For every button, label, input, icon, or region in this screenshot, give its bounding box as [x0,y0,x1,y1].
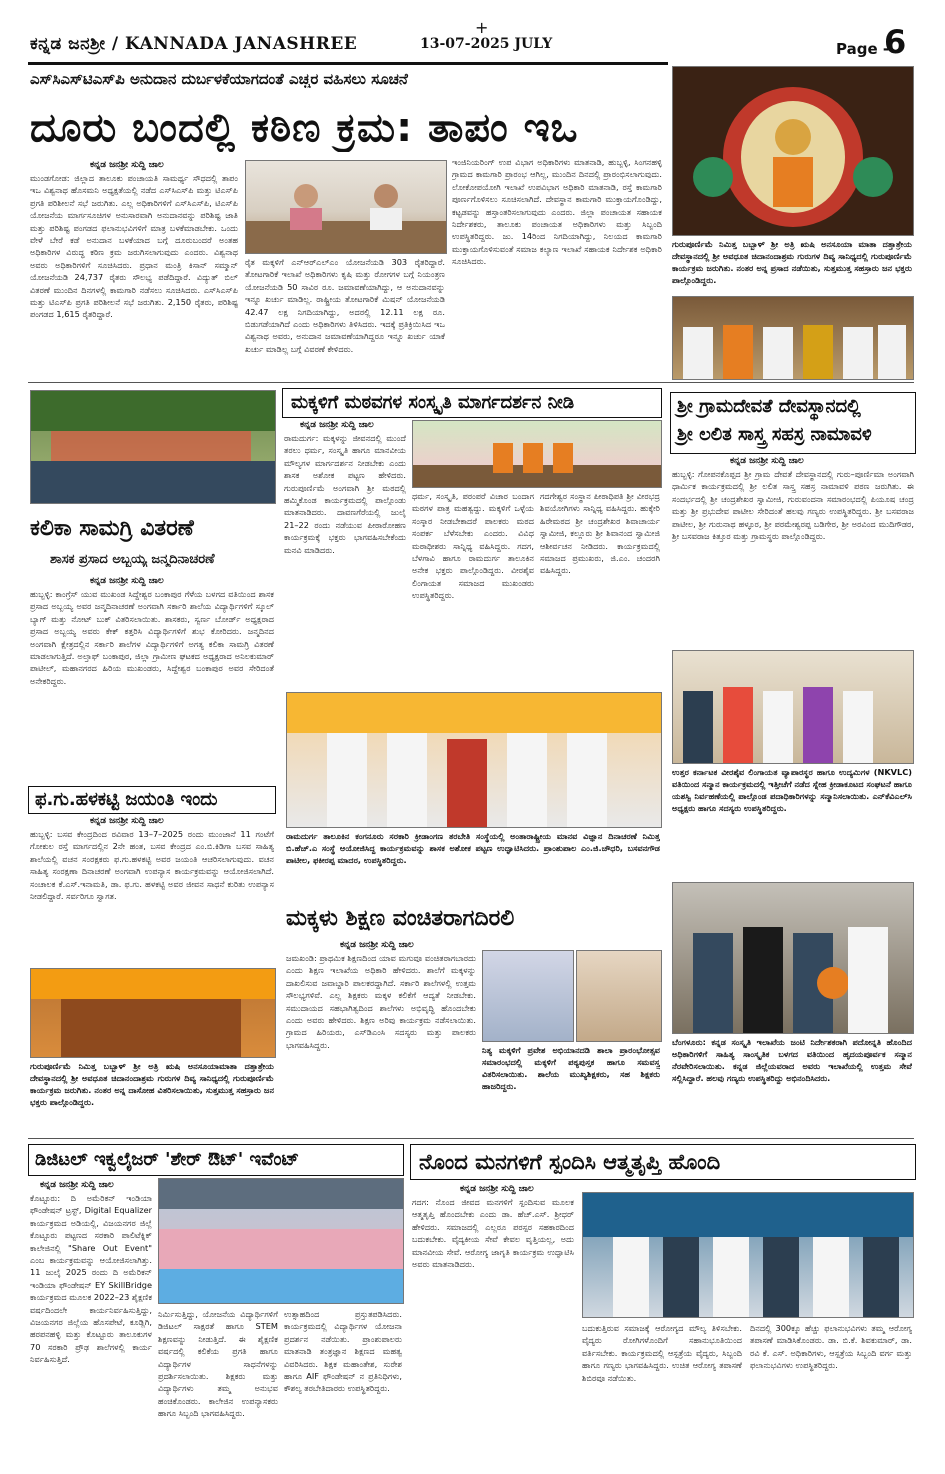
math-stage-photo-illustration [413,421,661,487]
meeting-photo-illustration [246,161,446,253]
issue-date: 13-07-2025 JULY [420,36,553,52]
shikshana-photo-right [576,950,662,1042]
nkvlc-photo [672,650,914,764]
digital-headline-box [28,1144,404,1176]
kalika-photo [30,390,276,504]
digital-body-col1: ಕೊಟ್ಟೂರು: ದಿ ಅಮೆರಿಕನ್ ಇಂಡಿಯಾ ಫೌಂಡೇಷನ್ ಟ್ರಸ್ಟ್, Digital Equalizer ಕಾರ್ಯಕ್ರಮದ ಅಡಿಯಲ್ಲಿ, ವಿಜಯನಗರ ಜಿಲ್ಲೆ ಕೊಟ್ಟೂರು ಪಟ್ಟಣದ ಸರಕಾರಿ ಪಾಲಿಟೆಕ್ನಿಕ್ ಕಾಲೇಜಿನಲ್ಲಿ "Share Out Event" ಎಂಬ ಕಾರ್ಯಕ್ರಮವನ್ನು ಆಯೋಜಿಸಲಾಗಿತ್ತು. 11 ಜುಲೈ 2025 ರಂದು ದಿ ಅಮೆರಿಕನ್ ಇಂಡಿಯಾ ಫೌಂಡೇಷನ್ EY SkillBridge ಕಾರ್ಯಕ್ರಮದ ಮೂಲಕ 2022–23 ಶೈಕ್ಷಣಿಕ ವರ್ಷದಿಂದಲೇ ಕಾರ್ಯನಿರ್ವಹಿಸುತ್ತಿದ್ದು, ವಿಜಯನಗರ ಜಿಲ್ಲೆಯ ಹೊಸಪೇಟೆ, ಕೂಡ್ಲಿಗಿ, ಹರಪನಹಳ್ಳಿ ಮತ್ತು ಕೊಟ್ಟೂರು ತಾಲೂಕುಗಳ 70 ಸರಕಾರಿ ಪ್ರೌಢ ಶಾಲೆಗಳಲ್ಲಿ ಕಾರ್ಯ ನಿರ್ವಹಿಸುತ್ತಿದೆ. [30,1193,152,1365]
section-divider [28,382,914,383]
shikshana-body: ಜಮಖಂಡಿ: ಪ್ರಾಥಮಿಕ ಶಿಕ್ಷಣದಿಂದ ಯಾವ ಮಗುವೂ ವಂಚಿತರಾಗಬಾರದು ಎಂದು ಶಿಕ್ಷಣ ಇಲಾಖೆಯ ಅಧಿಕಾರಿ ಹೇಳಿದರು. ಶಾಲೆಗೆ ಮಕ್ಕಳನ್ನು ದಾಖಲಿಸುವ ಜವಾಬ್ದಾರಿ ಪಾಲಕರದ್ದಾಗಿದೆ. ಸರ್ಕಾರಿ ಶಾಲೆಗಳಲ್ಲಿ ಉತ್ತಮ ಸೌಲಭ್ಯಗಳಿವೆ. ಎಲ್ಲ ಶಿಕ್ಷಕರು ಮಕ್ಕಳ ಕಲಿಕೆಗೆ ಆದ್ಯತೆ ನೀಡಬೇಕು. ಸಮುದಾಯದ ಸಹಭಾಗಿತ್ವದಿಂದ ಶಾಲೆಗಳು ಅಭಿವೃದ್ಧಿ ಹೊಂದಬೇಕು ಎಂದು ಅವರು ಹೇಳಿದರು. ಶಿಕ್ಷಣ ಅರಿವು ಕಾರ್ಯಕ್ರಮ ನಡೆಸಲಾಯಿತು. ಗ್ರಾಮದ ಹಿರಿಯರು, ಎಸ್‌ಡಿಎಂಸಿ ಸದಸ್ಯರು ಮತ್ತು ಪಾಲಕರು ಭಾಗವಹಿಸಿದ್ದರು. [286,953,476,1050]
nonda-body-col1: ಗದಗ: ನೊಂದ ಜೀವದ ಮನಗಳಿಗೆ ಸ್ಪಂದಿಸುವ ಮೂಲಕ ಆತ್ಮತೃಪ್ತಿ ಹೊಂದಬೇಕು ಎಂದು ಡಾ. ಹೆಚ್.ಎಸ್. ಶ್ರೀಧರ್ ಹೇಳಿದರು. ಸಮಾಜದಲ್ಲಿ ಎಲ್ಲರೂ ಪರಸ್ಪರ ಸಹಕಾರದಿಂದ ಬದುಕಬೇಕು. ವೈದ್ಯಕೀಯ ಸೇವೆ ಕೇವಲ ವೃತ್ತಿಯಲ್ಲ, ಅದು ಮಾನವೀಯ ಸೇವೆ. ಆರೋಗ್ಯ ಜಾಗೃತಿ ಕಾರ್ಯಕ್ರಮ ಉದ್ಘಾಟಿಸಿ ಅವರು ಮಾತನಾಡಿದರು. [412,1197,574,1270]
temple-photo-illustration [673,67,913,235]
lead-body-col4: ಇಂಜಿನಿಯರಿಂಗ್ ಉಪ ವಿಭಾಗ ಅಧಿಕಾರಿಗಳು ಮಾತನಾಡಿ, ಹುಬ್ಬಳ್ಳಿ, ಸಿಂಗನಹಳ್ಳಿ ಗ್ರಾಮದ ಕಾಮಗಾರಿ ಪ್ರಾರಂಭ ಆಗಿಲ್ಲ, ಮುಂದಿನ ದಿನದಲ್ಲಿ ಪ್ರಾರಂಭಿಸಲಾಗುವುದು. ಲೋಕೋಪಯೋಗಿ ಇಲಾಖೆ ಉಪವಿಭಾಗ ಅಧಿಕಾರಿ ಮಾತನಾಡಿ, ರಸ್ತೆ ಕಾಮಗಾರಿ ಪೂರ್ಣಗೊಳಿಸಲು ಸೂಚಿಸಲಾಗಿದೆ. ದೇವಸ್ಥಾನ ಕಾಮಗಾರಿ ಮುಕ್ತಾಯಗೊಂಡಿದ್ದು, ಕಟ್ಟಡವನ್ನು ಹಸ್ತಾಂತರಿಸಲಾಗುವುದು ಎಂದರು. ಜಿಲ್ಲಾ ಪಂಚಾಯತ ಸಹಾಯಕ ನಿರ್ದೇಶಕರು, ತಾಲೂಕು ಪಂಚಾಯತ ಅಧಿಕಾರಿಗಳು ಮತ್ತು ಸಿಬ್ಬಂದಿ ಉಪಸ್ಥಿತರಿದ್ದರು. ಜು. 14ರಿಂದ ನಿಗದಿಯಾಗಿದ್ದು, ನಿಲಯದ ಕಾಮಗಾರಿ ಮುಕ್ತಾಯಗೊಳಿಸುವಂತೆ ಸಮಾಜ ಕಲ್ಯಾಣ ಇಲಾಖೆ ಸಹಾಯಕ ನಿರ್ದೇಶಕ ಅಧಿಕಾರಿ ಸೂಚಿಸಿದರು. [452,157,662,267]
nonda-byline: ಕನ್ನಡ ಜನಶ್ರೀ ಸುದ್ದಿ ಜಾಲ [460,1184,534,1194]
lead-body-col1: ಮುಂಡಗೋಡ: ಜಿಲ್ಲಾದ ತಾಲೂಕು ಪಂಚಾಯತಿ ಸಾಮರ್ಥ್ಯ ಸೌಧದಲ್ಲಿ ತಾಪಂ ಇಒ ವಿಶ್ವನಾಥ ಹೊಸಮನಿ ಅಧ್ಯಕ್ಷತೆಯಲ್ಲಿ ನಡೆದ ಎಸ್‌ಸಿಎಸ್‌ಪಿ ಮತ್ತು ಟಿಎಸ್‌ಪಿ ಪ್ರಗತಿ ಪರಿಶೀಲನೆ ಸಭೆ ಜರುಗಿತು. ಎಲ್ಲ ಅಧಿಕಾರಿಗಳಿಗೆ ಎಸ್‌ಸಿಎಸ್‌ಪಿ, ಟಿಎಸ್‌ಪಿ ಯೋಜನೆಯ ಮಾರ್ಗಸೂಚಿಗಳ ಅನುಸಾರವಾಗಿ ಅನುದಾನವನ್ನು ಪರಿಶಿಷ್ಟ ಜಾತಿ ಮತ್ತು ಪರಿಶಿಷ್ಟ ಪಂಗಡದ ಫಲಾನುಭವಿಗಳಿಗೆ ಮಾತ್ರ ಬಳಕೆಮಾಡಬೇಕು. ಒಂದು ವೇಳೆ ಬೇರೆ ಕಡೆ ಅನುದಾನ ಬಳಕೆಯಾದ ಬಗ್ಗೆ ದೂರುಬಂದರೆ ಅಂತಹ ಅಧಿಕಾರಿಗಳ ವಿರುದ್ಧ ಕಠಿಣ ಕ್ರಮ ಜರುಗಿಸಲಾಗುವುದು ಎಂದರು. ವಿಶ್ವನಾಥ ಅವರು ಅಧಿಕಾರಿಗಳಿಗೆ ಸೂಚಿಸಿದರು. ಪ್ರಧಾನ ಮಂತ್ರಿ ಕಿಸಾನ್ ಸಮ್ಮಾನ್ ಯೋಜನೆಯಡಿ 24,737 ರೈತರು ಸೌಲಭ್ಯ ಪಡೆದಿದ್ದಾರೆ. ವಿದ್ಯುತ್ ಬಿಲ್ ವಿತರಣೆ ಮುಂದಿನ ದಿನಗಳಲ್ಲಿ ಕಾಮಗಾರಿ ನಡೆಸಲು ಸೂಚಿಸಿದರು. ಎಸ್‌ಸಿಎಸ್‌ಪಿ ಮತ್ತು ಟಿಎಸ್‌ಪಿ ಪ್ರಗತಿ ಪರಿಶೀಲನೆ ಸಭೆ ಜರುಗಿತು. 2,150 ರೈತರು, ಪರಿಶಿಷ್ಟ ಪಂಗಡದ 1,615 ರೈತರಿದ್ದಾರೆ. [30,173,238,320]
halakatti-headline: ಫ.ಗು.ಹಳಕಟ್ಟಿ ಜಯಂತಿ ಇಂದು [35,789,218,810]
kalika-photo-illustration [31,391,275,503]
kalika-byline: ಕನ್ನಡ ಜನಶ್ರೀ ಸುದ್ದಿ ಜಾಲ [90,576,164,586]
bottom-divider [28,1138,914,1139]
math-body-col3: ಗದಗೇಶ್ವರ ಸಂಸ್ಥಾನ ಪೀಠಾಧಿಪತಿ ಶ್ರೀ ವೀರಭದ್ರ ಶಿವಯೋಗಿಗಳು ಸಾನ್ನಿಧ್ಯ ವಹಿಸಿದ್ದರು. ಹುಕ್ಕೇರಿ ಹಿರೇಮಠದ ಶ್ರೀ ಚಂದ್ರಶೇಖರ ಶಿವಾಚಾರ್ಯ ಸ್ವಾಮೀಜಿ, ಕಲ್ಲೂರು ಶ್ರೀ ಶಿವಾನಂದ ಸ್ವಾಮೀಜಿ ಆಶೀರ್ವಚನ ನೀಡಿದರು. ಕಾರ್ಯಕ್ರಮದಲ್ಲಿ ಸಮಾಜದ ಪ್ರಮುಖರು, ಜಿ.ಎಂ. ಚಂದರಗಿ ವಹಿಸಿದ್ದರು. [540,491,660,576]
temple-photo [672,66,914,236]
digital-body-col2: ನಿರ್ಮಿಸುತ್ತಿದ್ದು, ಯೋಜನೆಯ ವಿದ್ಯಾರ್ಥಿಗಳಿಗೆ ಡಿಜಿಟಲ್ ಸಾಕ್ಷರತೆ ಹಾಗೂ STEM ಶಿಕ್ಷಣವನ್ನು ನೀಡುತ್ತಿದೆ. ಈ ಶೈಕ್ಷಣಿಕ ವರ್ಷದಲ್ಲಿ ಕಲಿಕೆಯ ಪ್ರಗತಿ ಹಾಗೂ ವಿದ್ಯಾರ್ಥಿಗಳ ಸಾಧನೆಗಳನ್ನು ಪ್ರದರ್ಶಿಸಲಾಯಿತು. ಶಿಕ್ಷಕರು ಮತ್ತು ವಿದ್ಯಾರ್ಥಿಗಳು ತಮ್ಮ ಅನುಭವ ಹಂಚಿಕೊಂಡರು. ಕಾಲೇಜಿನ ಉಪನ್ಯಾಸಕರು ಹಾಗೂ ಸಿಬ್ಬಂದಿ ಭಾಗವಹಿಸಿದ್ದರು. [158,1309,278,1419]
nonda-lamp-photo [582,1192,914,1318]
page-number: 6 [884,23,907,61]
guru-photo-illustration [31,969,275,1057]
gramadevate-headline-box [670,392,916,454]
lamp-lighting-photo-illustration [287,693,661,827]
newspaper-brand: ಕನ್ನಡ ಜನಶ್ರೀ / KANNADA JANASHREE [30,34,358,54]
math-body-col2: ಧರ್ಮ, ಸಂಸ್ಕೃತಿ, ಪರಂಪರೆ ವಿಚಾರ ಬಂದಾಗ ಮಠಗಳ ಪಾತ್ರ ಮಹತ್ವದ್ದು. ಮಕ್ಕಳಿಗೆ ಒಳ್ಳೆಯ ಸಂಸ್ಕಾರ ನೀಡಬೇಕಾದರೆ ಪಾಲಕರು ಮಠದ ಸಂಪರ್ಕ ಬೆಳೆಸಬೇಕು ಎಂದರು. ವಿವಿಧ ಮಠಾಧೀಶರು ಸಾನ್ನಿಧ್ಯ ವಹಿಸಿದ್ದರು. ಗದಗ, ಬೆಳಗಾವಿ ಹಾಗೂ ರಾಮದುರ್ಗ ತಾಲೂಕಿನ ಅನೇಕ ಭಕ್ತರು ಪಾಲ್ಗೊಂಡಿದ್ದರು. ವೀರಶೈವ ಲಿಂಗಾಯತ ಸಮಾಜದ ಮುಖಂಡರು ಉಪಸ್ಥಿತರಿದ್ದರು. [412,491,534,601]
kalika-headline: ಕಲಿಕಾ ಸಾಮಗ್ರಿ ವಿತರಣೆ [30,516,194,541]
halakatti-headline-box [28,786,276,814]
nonda-headline: ನೊಂದ ಮನಗಳಿಗೆ ಸ್ಪಂದಿಸಿ ಆತ್ಮತೃಪ್ತಿ ಹೊಂದಿ [419,1150,721,1174]
group-photo-elders-illustration [673,297,913,379]
lead-kicker: ಎಸ್‌ಸಿಎಸ್‌ಟಿಎಸ್‌ಪಿ ಅನುದಾನ ದುರ್ಬಳಕೆಯಾಗದಂತೆ ಎಚ್ಚರ ವಹಿಸಲು ಸೂಚನೆ [30,70,408,88]
math-headline: ಮಕ್ಕಳಿಗೆ ಮಠವಗಳ ಸಂಸ್ಕೃತಿ ಮಾರ್ಗದರ್ಶನ ನೀಡಿ [291,392,575,413]
meeting-photo [245,160,447,254]
lead-headline: ದೂರು ಬಂದಲ್ಲಿ ಕಠಿಣ ಕ್ರಮ: ತಾಪಂ ಇಒ [30,105,579,151]
gramadevate-byline: ಕನ್ನಡ ಜನಶ್ರೀ ಸುದ್ದಿ ಜಾಲ [730,456,804,466]
math-stage-photo [412,420,662,488]
lead-body-col3: ರೈತ ಮಕ್ಕಳಿಗೆ ಎನ್‌ಆರ್‌ಎಲ್‌ಎಂ ಯೋಜನೆಯಡಿ 303 ರೈತರಿದ್ದಾರೆ. ತೋಟಗಾರಿಕೆ ಇಲಾಖೆ ಅಧಿಕಾರಿಗಳು ಕೃಷಿ ಮತ್ತು ರೋಗಗಳ ಬಗ್ಗೆ ನಿಯಂತ್ರಣ ಯೋಜನೆಯಡಿ 50 ಸಾವಿರ ರೂ. ಜಮಾವಣೆಯಾಗಿದ್ದು, ಆ ಅನುದಾನವನ್ನು ಇನ್ನೂ ಖರ್ಚು ಮಾಡಿಲ್ಲ. ರಾಷ್ಟ್ರೀಯ ತೋಟಗಾರಿಕೆ ಮಿಷನ್ ಯೋಜನೆಯಡಿ 42.47 ಲಕ್ಷ ನಿಗದಿಯಾಗಿದ್ದು, ಅದರಲ್ಲಿ 12.11 ಲಕ್ಷ ರೂ. ಬಿಡುಗಡೆಯಾಗಿದೆ ಎಂದು ಅಧಿಕಾರಿಗಳು ತಿಳಿಸಿದರು. ಇದಕ್ಕೆ ಪ್ರತಿಕ್ರಿಯಿಸಿದ ಇಒ ವಿಶ್ವನಾಥ ಅವರು, ಅನುದಾನ ಜಮಾವಣೆಯಾಗಿದ್ದರೂ ಇನ್ನೂ ಖರ್ಚು ಯಾಕೆ ಖರ್ಚು ಮಾಡಿಲ್ಲ ಬಗ್ಗೆ ವಿವರಣೆ ಕೇಳಿದರು. [245,257,445,354]
registration-mark: + [475,18,489,37]
digital-body-col3: ಉತ್ಸಾಹದಿಂದ ಪ್ರಸ್ತುತಪಡಿಸಿದರು. ಕಾರ್ಯಕ್ರಮದಲ್ಲಿ ವಿದ್ಯಾರ್ಥಿಗಳ ಯೋಜನಾ ಪ್ರದರ್ಶನ ನಡೆಯಿತು. ಪ್ರಾಂಶುಪಾಲರು ಮಾತನಾಡಿ ತಂತ್ರಜ್ಞಾನ ಶಿಕ್ಷಣದ ಮಹತ್ವ ವಿವರಿಸಿದರು. ಶಿಕ್ಷಕ ಮಹಾಂತೇಶ, ಸುರೇಶ ಹಾಗೂ AIF ಫೌಂಡೇಷನ್ ನ ಪ್ರತಿನಿಧಿಗಳು, ಕೌಶಲ್ಯ ತರಬೇತಿದಾರರು ಉಪಸ್ಥಿತರಿದ್ದರು. [284,1309,402,1394]
kalika-body: ಹುಬ್ಬಳ್ಳಿ: ಕಾಂಗ್ರೆಸ್ ಯುವ ಮುಖಂಡ ಸಿದ್ದೇಶ್ವರ ಬಂಕಾಪುರ ಗೆಳೆಯ ಬಳಗದ ವತಿಯಿಂದ ಶಾಸಕ ಪ್ರಸಾದ ಅಬ್ಬಯ್ಯ ಅವರ ಜನ್ಮದಿನಾಚರಣೆ ಅಂಗವಾಗಿ ಸರ್ಕಾರಿ ಶಾಲೆಯ ವಿದ್ಯಾರ್ಥಿಗಳಿಗೆ ಸ್ಕೂಲ್ ಬ್ಯಾಗ್ ಮತ್ತು ನೋಟ್ ಬುಕ್ ವಿತರಿಸಲಾಯಿತು. ಶಾಸಕರು, ಸ್ವರ್ಣ ಬೋರ್ಡ್ ಅಧ್ಯಕ್ಷರಾದ ಪ್ರಸಾದ ಅಬ್ಬಯ್ಯ ಅವರು ಕೇಕ್ ಕತ್ತರಿಸಿ ವಿದ್ಯಾರ್ಥಿಗಳಿಗೆ ಶುಭ ಕೋರಿದರು. ಜನ್ಮದಿನದ ಅಂಗವಾಗಿ ಕ್ಷೇತ್ರದಲ್ಲಿನ ಸರ್ಕಾರಿ ಶಾಲೆಗಳ ವಿದ್ಯಾರ್ಥಿಗಳಿಗೆ ಅಗತ್ಯ ಕಲಿಕಾ ಸಾಮಗ್ರಿ ವಿತರಣೆ ಮಾಡಲಾಗುತ್ತಿದೆ. ಅಲ್ತಾಫ್ ಬಂಕಾಪುರ, ಜಿಲ್ಲಾ ಗ್ರಾಮೀಣ ಘಟಕದ ಅಧ್ಯಕ್ಷರಾದ ಅನಿಲಕುಮಾರ್ ಪಾಟೀಲ್, ಮಹಾನಗರದ ಹಿರಿಯ ಮುಖಂಡರು, ಸಿದ್ದೇಶ್ವರ ಬಂಕಾಪುರ ಅವರ ಸೇರಿದಂತೆ ಅನೇಕರಿದ್ದರು. [30,589,274,686]
shikshana-headline: ಮಕ್ಕಳು ಶಿಕ್ಷಣ ವಂಚಿತರಾಗದಿರಲಿ [286,906,515,931]
shikshana-byline: ಕನ್ನಡ ಜನಶ್ರೀ ಸುದ್ದಿ ಜಾಲ [340,940,414,950]
nkvlc-caption: ಉತ್ತರ ಕರ್ನಾಟಕ ವೀರಶೈವ ಲಿಂಗಾಯತ ವ್ಯಾಪಾರಸ್ಥರ ಹಾಗೂ ಉದ್ಯಮಿಗಳ (NKVLC) ವತಿಯಿಂದ ಸನ್ಮಾನ ಕಾರ್ಯಕ್ರಮದಲ್ಲಿ ಇತ್ತೀಚೆಗೆ ನಡೆದ ಸ್ನೇಹ ಕ್ರೀಡಾಕೂಟದ ಸಂಘಟನೆ ಹಾಗೂ ಯಶಸ್ವಿ ನಿರ್ವಹಣೆಯಲ್ಲಿ ಪಾಲ್ಗೊಂಡ ಪದಾಧಿಕಾರಿಗಳನ್ನು ಸನ್ಮಾನಿಸಲಾಯಿತು. ಎನ್‌ಕೆವಿಎಲ್‌ಸಿ ಅಧ್ಯಕ್ಷರು ಹಾಗೂ ಸದಸ್ಯರು ಉಪಸ್ಥಿತರಿದ್ದರು. [672,767,912,813]
nonda-headline-box [410,1144,916,1180]
kalika-subheadline: ಶಾಸಕ ಪ್ರಸಾದ ಅಬ್ಬಯ್ಯ ಜನ್ಮದಿನಾಚರಣೆ [50,552,215,567]
math-body-col1: ರಾಮದುರ್ಗ: ಮಕ್ಕಳನ್ನು ಜೀವನದಲ್ಲಿ ಮುಂದೆ ತರಲು ಧರ್ಮ, ಸಂಸ್ಕೃತಿ ಹಾಗೂ ಮಾನವೀಯ ಮೌಲ್ಯಗಳ ಮಾರ್ಗದರ್ಶನ ನೀಡಬೇಕು ಎಂದು ಶಾಸಕ ಅಶೋಕ ಪಟ್ಟಣ ಹೇಳಿದರು. ಗುರುಪೂರ್ಣಿಮೆ ಅಂಗವಾಗಿ ಶ್ರೀ ಮಠದಲ್ಲಿ ಹಮ್ಮಿಕೊಂಡ ಕಾರ್ಯಕ್ರಮದಲ್ಲಿ ಪಾಲ್ಗೊಂಡು ಮಾತನಾಡಿದರು. ದಾವಣಗೆರೆಯಲ್ಲಿ ಜುಲೈ 21–22 ರಂದು ನಡೆಯುವ ಪೀಠಾರೋಹಣ ಕಾರ್ಯಕ್ರಮಕ್ಕೆ ಭಕ್ತರು ಭಾಗವಹಿಸಬೇಕೆಂದು ಮನವಿ ಮಾಡಿದರು. [284,433,406,555]
nonda-body-col2: ಬದುಕುತ್ತಿರುವ ಸಮಾಜಕ್ಕೆ ಆರೋಗ್ಯದ ಮೌಲ್ಯ ತಿಳಿಸಬೇಕು. ವೈದ್ಯರು ರೋಗಿಗಳೊಂದಿಗೆ ಸಹಾನುಭೂತಿಯಿಂದ ವರ್ತಿಸಬೇಕು. ಕಾರ್ಯಕ್ರಮದಲ್ಲಿ ಆಸ್ಪತ್ರೆಯ ವೈದ್ಯರು, ಸಿಬ್ಬಂದಿ ಹಾಗೂ ಗಣ್ಯರು ಭಾಗವಹಿಸಿದ್ದರು. ಉಚಿತ ಆರೋಗ್ಯ ತಪಾಸಣೆ ಶಿಬಿರವೂ ನಡೆಯಿತು. [582,1323,742,1383]
page-label: Page - [836,40,890,58]
nkvlc-photo-illustration [673,651,913,763]
halakatti-body: ಹುಬ್ಬಳ್ಳಿ: ಬಸವ ಕೇಂದ್ರದಿಂದ ರವಿವಾರ 13–7–2025 ರಂದು ಮುಂಜಾನೆ 11 ಗಂಟೆಗೆ ಗೋಕುಲ ರಸ್ತೆ ಮಾರ್ಗದಲ್ಲಿನ 2ನೇ ಹಂತ, ಬಸವ ಕೇಂದ್ರದ ಎಂ.ಬಿ.ಕಿಡಿಗಾ ಬಸವ ಸಾಹಿತ್ಯ ಶಾಲೆಯಲ್ಲಿ ವಚನ ಸಂರಕ್ಷಕರು ಫ.ಗು.ಹಳಕಟ್ಟಿ ಅವರ ಜಯಂತಿ ಆಚರಿಸಲಾಗುವುದು. ವಚನ ಸಾಹಿತ್ಯ ಸಂರಕ್ಷಣಾ ದಿನಾಚರಣೆ ಅಂಗವಾಗಿ ಉಪನ್ಯಾಸ ಕಾರ್ಯಕ್ರಮವನ್ನು ಆಯೋಜಿಸಲಾಗಿದೆ. ಸಂಚಾಲಕ ಕೆ.ಎಸ್.ಇನಾಮತಿ, ಡಾ. ಫ.ಗು. ಹಳಕಟ್ಟಿ ಅವರ ಜೀವನ ಸಾಧನೆ ಕುರಿತು ಉಪನ್ಯಾಸ ನೀಡಲಿದ್ದಾರೆ. ಸರ್ವರಿಗೂ ಸ್ವಾಗತ. [30,829,274,902]
digital-headline: ಡಿಜಿಟಲ್ ಇಕ್ವಲೈಜರ್ 'ಶೇರ್ ಔಟ್' ಇವೆಂಟ್ [35,1149,300,1170]
masthead-rule [28,62,668,65]
halakatti-byline: ಕನ್ನಡ ಜನಶ್ರೀ ಸುದ್ದಿ ಜಾಲ [90,816,164,826]
nonda-body-col3: ದಿನದಲ್ಲಿ 300ಕ್ಕೂ ಹೆಚ್ಚು ಫಲಾನುಭವಿಗಳು ತಮ್ಮ ಆರೋಗ್ಯ ತಪಾಸಣೆ ಮಾಡಿಸಿಕೊಂಡರು. ಡಾ. ಬಿ.ಕೆ. ಶಿವಕುಮಾರ್, ಡಾ. ರವಿ ಕೆ. ಎಸ್. ಅಧಿಕಾರಿಗಳು, ಆಸ್ಪತ್ರೆಯ ಸಿಬ್ಬಂದಿ ವರ್ಗ ಮತ್ತು ಫಲಾನುಭವಿಗಳು ಉಪಸ್ಥಿತರಿದ್ದರು. [750,1323,912,1371]
lead-byline: ಕನ್ನಡ ಜನಶ್ರೀ ಸುದ್ದಿ ಜಾಲ [90,160,164,170]
bangalore-felicitation-photo [672,882,914,1034]
digital-byline: ಕನ್ನಡ ಜನಶ್ರೀ ಸುದ್ದಿ ಜಾಲ [40,1180,114,1190]
guru-photo [30,968,276,1058]
lamp-lighting-photo [286,692,662,828]
gramadevate-headline-line1: ಶ್ರೀ ಗ್ರಾಮದೇವತೆ ದೇವಸ್ಥಾನದಲ್ಲಿ [677,396,861,417]
gramadevate-body: ಹುಬ್ಬಳ್ಳಿ: ಗೋಪನಕೊಪ್ಪದ ಶ್ರೀ ಗ್ರಾಮ ದೇವತೆ ದೇವಸ್ಥಾನದಲ್ಲಿ ಗುರು–ಪೂರ್ಣಿಮಾ ಅಂಗವಾಗಿ ಧಾರ್ಮಿಕ ಕಾರ್ಯಕ್ರಮದಲ್ಲಿ ಶ್ರೀ ಲಲಿತ ಸಾಸ್ತ್ರ ಸಹಸ್ರ ನಾಮಾವಳಿ ಪಠಣ ಜರುಗಿತು. ಈ ಸಂದರ್ಭದಲ್ಲಿ ಶ್ರೀ ಚಂದ್ರಶೇಖರ ಸ್ವಾಮೀಜಿ, ಗುರುವಂದನಾ ಸಮಾರಂಭದಲ್ಲಿ ಪಿಯೂಷ ಚಂದ್ರ ಮತ್ತು ಶ್ರೀ ಪ್ರಭುದೇವ ಪಾಟೀಲ ಸೇರಿದಂತೆ ಹಲವು ಗಣ್ಯರು ಉಪಸ್ಥಿತರಿದ್ದರು. ಶ್ರೀ ಬಸವರಾಜ ಪಾಟೀಲ, ಶ್ರೀ ಗುರುನಾಥ ಹಳ್ಳೂರ, ಶ್ರೀ ಪರಮೇಶ್ವರಪ್ಪ ಬಡಿಗೇರ, ಶ್ರೀ ಅರವಿಂದ ಮುದಿಗೌಡರ, ಶ್ರೀ ಬಸವರಾಜ ಕಿತ್ತೂರ ಮತ್ತು ಗ್ರಾಮಸ್ಥರು ಪಾಲ್ಗೊಂಡಿದ್ದರು. [672,469,914,542]
group-photo-elders [672,296,914,380]
nonda-lamp-photo-illustration [583,1193,913,1317]
temple-caption: ಗುರುಪೂರ್ಣಿಮೆ ನಿಮಿತ್ತ ಬಬ್ಬಾಳ್‌ ಶ್ರೀ ಅತ್ರಿ ಋಷಿ ಅನಸೂಯಾ ಮಾತಾ ದತ್ತಾತ್ರೇಯ ದೇವಸ್ಥಾನದಲ್ಲಿ ಶ್ರೀ ಅವಧೂತ ಚಿದಾನಂದಾಶ್ರಮ ಗುರುಗಳ ದಿವ್ಯ ಸಾನಿಧ್ಯದಲ್ಲಿ ಗುರುಪೂರ್ಣಿಮೆ ಕಾರ್ಯಕ್ರಮ ಜರುಗಿತು. ನಂತರ ಅನ್ನ ಪ್ರಸಾದ ನಡೆಯಿತು, ಸುತ್ತಮುತ್ತ ಸಹಸ್ರಾರು ಜನ ಭಕ್ತರು ಪಾಲ್ಗೊಂಡಿದ್ದರು. [672,239,912,285]
math-headline-box [282,388,662,418]
math-byline: ಕನ್ನಡ ಜನಶ್ರೀ ಸುದ್ದಿ ಜಾಲ [300,420,374,430]
shikshana-caption: ನಿತ್ಯ ಮಕ್ಕಳಿಗೆ ಪ್ರವೇಶ ಅಭಿಯಾನದಡಿ ಶಾಲಾ ಪ್ರಾರಂಭೋತ್ಸವ ಸಮಾರಂಭದಲ್ಲಿ ಮಕ್ಕಳಿಗೆ ಪಠ್ಯಪುಸ್ತಕ ಹಾಗೂ ಸಮವಸ್ತ್ರ ವಿತರಿಸಲಾಯಿತು. ಶಾಲೆಯ ಮುಖ್ಯಶಿಕ್ಷಕರು, ಸಹ ಶಿಕ್ಷಕರು ಹಾಜರಿದ್ದರು. [482,1045,660,1091]
guru-caption: ಗುರುಪೂರ್ಣಿಮೆ ನಿಮಿತ್ತ ಬಬ್ಬಾಳ್‌ ಶ್ರೀ ಅತ್ರಿ ಋಷಿ ಅನಸೂಯಾಮಾತಾ ದತ್ತಾತ್ರೇಯ ದೇವಸ್ಥಾನದಲ್ಲಿ ಶ್ರೀ ಅವಧೂತ ಚಿದಾನಂದಾಶ್ರಮ ಗುರುಗಳ ದಿವ್ಯ ಸಾನಿಧ್ಯದಲ್ಲಿ ಗುರುಪೂರ್ಣಿಮೆ ಕಾರ್ಯಕ್ರಮ ಜರುಗಿತು. ನಂತರ ಅನ್ನ ದಾಸೋಹ ವಿತರಿಸಲಾಯಿತು, ಸುತ್ತಮುತ್ತ ಸಹಸ್ರಾರು ಜನ ಭಕ್ತರು ಪಾಲ್ಗೊಂಡಿದ್ದರು. [30,1061,274,1107]
lamp-lighting-caption: ರಾಮದುರ್ಗ ತಾಲೂಕಿನ ಕಂಗನೂರು ಸರಕಾರಿ ಕ್ರೀಡಾಂಗಣ ತರಬೇತಿ ಸಂಸ್ಥೆಯಲ್ಲಿ ಅಂತಾರಾಷ್ಟ್ರೀಯ ಮಾನವ ವಿಜ್ಞಾನ ದಿನಾಚರಣೆ ನಿಮಿತ್ತ ಬಿ.ಹೆಚ್.ಎ ಸಂಸ್ಥೆ ಆಯೋಜಿಸಿದ್ದ ಕಾರ್ಯಕ್ರಮವನ್ನು ಶಾಸಕ ಅಶೋಕ ಪಟ್ಟಣ ಉದ್ಘಾಟಿಸಿದರು. ಪ್ರಾಂಶುಪಾಲ ಎಂ.ಜಿ.ಚೌಧರಿ, ಬಸವನಗೌಡ ಪಾಟೀಲ, ಫಕೀರಪ್ಪ ಮಾದರ, ಉಪಸ್ಥಿತರಿದ್ದರು. [286,831,660,865]
bangalore-felicitation-photo-illustration [673,883,913,1033]
shikshana-photo-left [482,950,574,1042]
bangalore-caption: ಬೆಂಗಳೂರು: ಕನ್ನಡ ಸಂಸ್ಕೃತಿ ಇಲಾಖೆಯ ಜಂಟಿ ನಿರ್ದೇಶಕರಾಗಿ ಪದೋನ್ನತಿ ಹೊಂದಿದ ಅಧಿಕಾರಿಗಳಿಗೆ ಸಾಹಿತ್ಯ ಸಾಂಸ್ಕೃತಿಕ ಬಳಗದ ವತಿಯಿಂದ ಹೃದಯಪೂರ್ವಕ ಸನ್ಮಾನ ನೆರವೇರಿಸಲಾಯಿತು. ಕನ್ನಡ ಜಿಲ್ಲೆಯವರಾದ ಅವರು ಇಲಾಖೆಯಲ್ಲಿ ಉತ್ತಮ ಸೇವೆ ಸಲ್ಲಿಸಿದ್ದಾರೆ. ಹಲವು ಗಣ್ಯರು ಉಪಸ್ಥಿತರಿದ್ದು ಅಭಿನಂದಿಸಿದರು. [672,1037,912,1083]
digital-group-photo [158,1178,404,1304]
gramadevate-headline-line2: ಶ್ರೀ ಲಲಿತ ಸಾಸ್ತ್ರ ಸಹಸ್ರ ನಾಮಾವಳಿ [677,424,872,445]
digital-group-photo-illustration [159,1179,403,1303]
masthead [0,0,945,70]
